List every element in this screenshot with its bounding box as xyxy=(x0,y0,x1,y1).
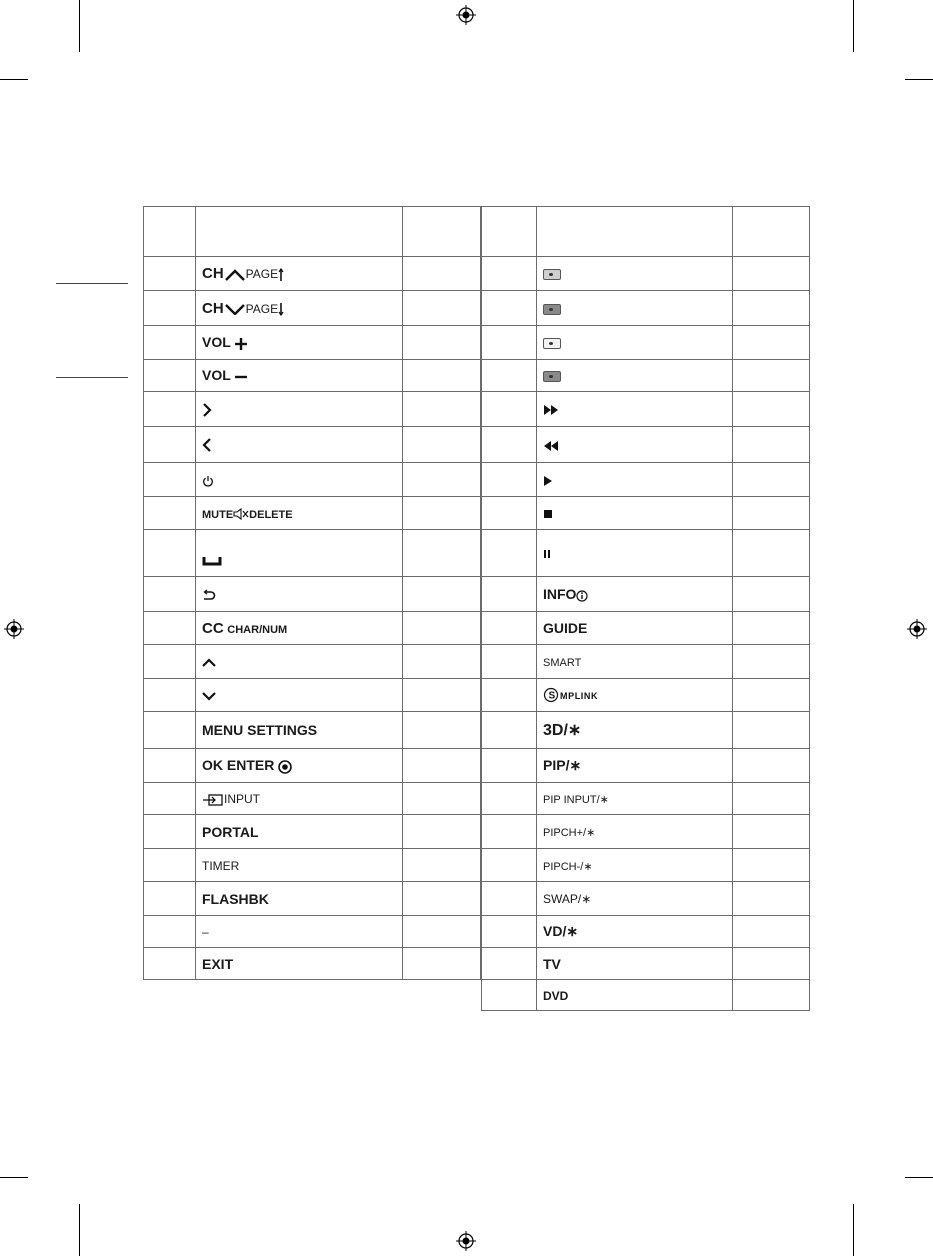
header-cell xyxy=(144,207,196,257)
button-cell xyxy=(196,882,403,916)
svg-text:MPLINK: MPLINK xyxy=(560,691,599,702)
button-cell xyxy=(196,612,403,645)
space-icon xyxy=(202,556,222,566)
value-cell xyxy=(733,612,810,645)
button-cell xyxy=(537,360,733,392)
play-icon xyxy=(543,475,553,487)
code-cell xyxy=(144,712,196,749)
button-cell xyxy=(196,849,403,882)
button-label: PIP/∗ xyxy=(543,757,582,773)
value-cell xyxy=(733,916,810,948)
table-row xyxy=(482,712,810,749)
button-label: VOL xyxy=(202,334,231,351)
code-cell xyxy=(144,326,196,360)
button-cell xyxy=(196,291,403,326)
table-row xyxy=(144,749,481,783)
button-cell xyxy=(196,815,403,849)
minus-icon xyxy=(234,370,248,384)
value-cell xyxy=(403,645,481,679)
table-row xyxy=(482,948,810,980)
button-label: TV xyxy=(543,955,561,972)
button-cell xyxy=(196,679,403,712)
crop-mark xyxy=(905,1177,933,1178)
button-cell xyxy=(196,257,403,291)
value-cell xyxy=(733,497,810,530)
button-cell xyxy=(537,783,733,815)
table-row xyxy=(144,392,481,427)
simplink-icon xyxy=(543,687,613,703)
button-cell xyxy=(196,427,403,463)
table-row xyxy=(482,497,810,530)
chevron-right-icon xyxy=(202,403,212,417)
code-cell xyxy=(144,783,196,815)
code-cell xyxy=(144,948,196,980)
table-row xyxy=(482,427,810,463)
button-cell xyxy=(196,530,403,577)
button-cell xyxy=(537,291,733,326)
value-cell xyxy=(733,679,810,712)
code-cell xyxy=(482,980,537,1011)
button-cell xyxy=(537,326,733,360)
code-cell xyxy=(482,916,537,948)
button-label: MUTE xyxy=(202,508,234,521)
value-cell xyxy=(403,497,481,530)
table-row xyxy=(482,980,810,1011)
table-row xyxy=(144,916,481,948)
button-cell xyxy=(537,679,733,712)
button-cell xyxy=(537,530,733,577)
table-row xyxy=(144,530,481,577)
header-cell xyxy=(537,207,733,257)
crop-mark xyxy=(0,79,28,80)
header-cell xyxy=(482,207,537,257)
button-label: VD/∗ xyxy=(543,923,579,939)
button-cell xyxy=(537,749,733,783)
code-cell xyxy=(144,392,196,427)
chevron-left-icon xyxy=(202,438,212,452)
registration-mark-icon xyxy=(456,1231,476,1251)
table-row xyxy=(144,882,481,916)
code-cell xyxy=(482,326,537,360)
button-cell xyxy=(196,497,403,530)
button-cell xyxy=(537,497,733,530)
value-cell xyxy=(403,577,481,612)
table-row xyxy=(482,530,810,577)
table-row xyxy=(482,463,810,497)
table-row xyxy=(482,326,810,360)
button-label: INFO xyxy=(543,586,577,602)
value-cell xyxy=(403,815,481,849)
table-row xyxy=(144,497,481,530)
button-cell xyxy=(537,712,733,749)
value-cell xyxy=(733,712,810,749)
code-cell xyxy=(144,916,196,948)
info-icon xyxy=(576,590,588,602)
button-cell xyxy=(537,612,733,645)
button-label: CH xyxy=(202,265,224,282)
header-cell xyxy=(196,207,403,257)
table-row xyxy=(482,257,810,291)
code-cell xyxy=(482,645,537,679)
button-cell xyxy=(196,948,403,980)
value-cell xyxy=(403,712,481,749)
code-cell xyxy=(482,612,537,645)
margin-rule xyxy=(56,283,128,284)
code-cell xyxy=(144,645,196,679)
code-cell xyxy=(482,497,537,530)
button-cell xyxy=(196,326,403,360)
registration-mark-icon xyxy=(4,619,24,639)
margin-rule xyxy=(56,377,128,378)
table-row xyxy=(482,849,810,882)
code-cell xyxy=(144,463,196,497)
registration-mark-icon xyxy=(456,5,476,25)
rewind-icon xyxy=(543,440,559,452)
value-cell xyxy=(403,257,481,291)
button-cell xyxy=(196,749,403,783)
crop-mark xyxy=(853,1204,854,1256)
value-cell xyxy=(403,612,481,645)
table-row xyxy=(144,645,481,679)
red-button-icon xyxy=(543,269,561,280)
button-label: GUIDE xyxy=(543,620,588,636)
table-row xyxy=(482,815,810,849)
mute-icon xyxy=(233,508,249,520)
button-label: PORTAL xyxy=(202,823,259,840)
button-suffix: PAGE xyxy=(245,267,279,281)
table-row xyxy=(482,783,810,815)
button-label: 3D/∗ xyxy=(543,722,582,739)
code-cell xyxy=(482,530,537,577)
crop-mark xyxy=(79,0,80,52)
value-cell xyxy=(403,360,481,392)
value-cell xyxy=(733,326,810,360)
table-row xyxy=(482,360,810,392)
button-cell xyxy=(196,463,403,497)
button-label: SMART xyxy=(543,657,582,669)
fast-forward-icon xyxy=(543,404,559,416)
table-row xyxy=(482,916,810,948)
table-row xyxy=(482,612,810,645)
value-cell xyxy=(733,645,810,679)
button-label: TIMER xyxy=(202,858,240,873)
value-cell xyxy=(733,980,810,1011)
code-cell xyxy=(144,849,196,882)
code-cell xyxy=(482,257,537,291)
value-cell xyxy=(403,916,481,948)
blue-button-icon xyxy=(543,371,561,382)
code-cell xyxy=(482,360,537,392)
button-label: SWAP/∗ xyxy=(543,892,592,906)
button-cell xyxy=(196,392,403,427)
ch-up-icon xyxy=(224,269,246,281)
value-cell xyxy=(403,326,481,360)
value-cell xyxy=(403,463,481,497)
value-cell xyxy=(733,530,810,577)
value-cell xyxy=(733,815,810,849)
ok-icon xyxy=(278,760,292,774)
page-up-arrow-icon xyxy=(278,268,284,282)
button-cell xyxy=(537,815,733,849)
table-row xyxy=(144,783,481,815)
button-cell xyxy=(537,980,733,1011)
code-cell xyxy=(144,679,196,712)
code-cell xyxy=(144,257,196,291)
code-cell xyxy=(482,783,537,815)
table-row xyxy=(482,749,810,783)
table-row xyxy=(144,257,481,291)
button-label: EXIT xyxy=(202,955,234,972)
value-cell xyxy=(733,749,810,783)
code-cell xyxy=(482,577,537,612)
button-cell xyxy=(537,948,733,980)
table-row xyxy=(482,291,810,326)
chevron-up-icon xyxy=(202,658,216,668)
value-cell xyxy=(733,783,810,815)
code-cell xyxy=(144,530,196,577)
button-label: FLASHBK xyxy=(202,890,269,907)
code-cell xyxy=(482,291,537,326)
code-cell xyxy=(144,577,196,612)
table-row xyxy=(144,612,481,645)
table-row xyxy=(144,360,481,392)
value-cell xyxy=(403,948,481,980)
button-cell xyxy=(196,712,403,749)
table-row xyxy=(482,645,810,679)
code-cell xyxy=(482,463,537,497)
code-cell xyxy=(482,849,537,882)
table-row xyxy=(144,712,481,749)
table-row xyxy=(144,291,481,326)
value-cell xyxy=(403,291,481,326)
button-cell xyxy=(196,577,403,612)
table-row xyxy=(144,427,481,463)
header-cell xyxy=(733,207,810,257)
value-cell xyxy=(733,257,810,291)
value-cell xyxy=(403,530,481,577)
button-label: CC xyxy=(202,619,224,637)
button-cell xyxy=(196,360,403,392)
button-cell xyxy=(537,849,733,882)
button-cell xyxy=(537,882,733,916)
code-cell xyxy=(144,497,196,530)
button-label: VOL xyxy=(202,367,231,384)
table-row xyxy=(144,815,481,849)
registration-mark-icon xyxy=(907,619,927,639)
button-cell xyxy=(196,645,403,679)
table-row xyxy=(144,679,481,712)
button-suffix: CHAR/NUM xyxy=(227,623,288,636)
value-cell xyxy=(733,291,810,326)
value-cell xyxy=(403,749,481,783)
button-cell xyxy=(537,427,733,463)
button-suffix: PAGE xyxy=(245,301,279,316)
button-cell xyxy=(537,463,733,497)
code-cell xyxy=(144,427,196,463)
header-cell xyxy=(403,207,481,257)
value-cell xyxy=(733,427,810,463)
button-label: OK ENTER xyxy=(202,757,275,774)
value-cell xyxy=(733,463,810,497)
code-cell xyxy=(482,679,537,712)
chevron-down-icon xyxy=(202,691,216,701)
code-cell xyxy=(482,948,537,980)
ir-code-table-left xyxy=(143,206,481,980)
code-cell xyxy=(144,749,196,783)
value-cell xyxy=(403,427,481,463)
button-cell xyxy=(537,257,733,291)
crop-mark xyxy=(79,1204,80,1256)
button-label: CH xyxy=(202,299,224,317)
value-cell xyxy=(733,849,810,882)
ch-down-icon xyxy=(224,303,246,315)
table-row xyxy=(144,577,481,612)
button-label: MENU SETTINGS xyxy=(202,722,318,738)
code-cell xyxy=(144,291,196,326)
button-cell xyxy=(537,645,733,679)
code-cell xyxy=(482,712,537,749)
value-cell xyxy=(733,392,810,427)
button-label: – xyxy=(202,925,209,939)
pause-icon xyxy=(543,549,551,559)
button-label: PIPCH+/∗ xyxy=(543,827,596,839)
value-cell xyxy=(733,577,810,612)
button-cell xyxy=(537,916,733,948)
value-cell xyxy=(403,849,481,882)
table-row xyxy=(144,849,481,882)
value-cell xyxy=(733,948,810,980)
button-cell xyxy=(537,577,733,612)
code-cell xyxy=(482,392,537,427)
green-button-icon xyxy=(543,304,561,315)
button-cell xyxy=(537,392,733,427)
code-cell xyxy=(144,612,196,645)
button-label: INPUT xyxy=(224,792,260,806)
button-cell xyxy=(196,916,403,948)
value-cell xyxy=(403,783,481,815)
code-cell xyxy=(482,427,537,463)
power-icon xyxy=(202,475,214,487)
svg-text:S: S xyxy=(548,690,556,702)
button-label: PIPCH-/∗ xyxy=(543,860,593,873)
crop-mark xyxy=(853,0,854,52)
code-cell xyxy=(144,815,196,849)
crop-mark xyxy=(0,1177,28,1178)
table-header-row xyxy=(482,207,810,257)
button-label: PIP INPUT/∗ xyxy=(543,794,609,806)
button-label: DVD xyxy=(543,988,569,1003)
code-cell xyxy=(482,882,537,916)
table-row xyxy=(144,463,481,497)
table-row xyxy=(144,326,481,360)
button-cell xyxy=(196,783,403,815)
crop-mark xyxy=(905,79,933,80)
button-suffix: DELETE xyxy=(249,508,293,521)
plus-icon xyxy=(234,337,248,351)
page-down-arrow-icon xyxy=(278,302,284,316)
table-row xyxy=(482,392,810,427)
yellow-button-icon xyxy=(543,338,561,349)
table-row xyxy=(482,679,810,712)
code-cell xyxy=(482,749,537,783)
code-cell xyxy=(482,815,537,849)
table-row xyxy=(144,948,481,980)
table-row xyxy=(482,882,810,916)
value-cell xyxy=(733,882,810,916)
value-cell xyxy=(733,360,810,392)
table-header-row xyxy=(144,207,481,257)
table-row xyxy=(482,577,810,612)
input-icon xyxy=(202,794,224,806)
value-cell xyxy=(403,882,481,916)
value-cell xyxy=(403,392,481,427)
code-cell xyxy=(144,882,196,916)
code-cell xyxy=(144,360,196,392)
back-icon xyxy=(202,589,216,601)
ir-code-table-right xyxy=(481,206,810,1011)
value-cell xyxy=(403,679,481,712)
stop-icon xyxy=(543,509,553,519)
